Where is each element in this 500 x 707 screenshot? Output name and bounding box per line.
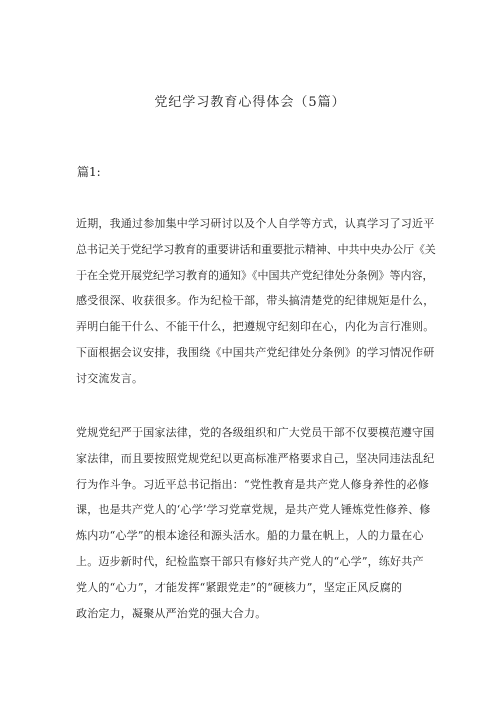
paragraph-line: 行为作斗争。习近平总书记指出：“党性教育是共产党人修身养性的必修	[76, 477, 430, 491]
paragraph-line: 炼内功“心学”的根本途径和源头活水。船的力量在帆上，人的力量在心	[76, 529, 424, 543]
section-heading: 篇1:	[77, 165, 101, 179]
paragraph-line: 家法律，而且要按照党规党纪以更高标准严格要求自己，坚决同违法乱纪	[76, 451, 435, 465]
paragraph-line: 党规党纪严于国家法律，党的各级组织和广大党员干部不仅要模范遵守国	[76, 426, 435, 439]
document-title: 党纪学习教育心得体会（5篇）	[154, 95, 346, 110]
paragraph-line: 感受很深、收获很多。作为纪检干部，带头搞清楚党的纪律规矩是什么，	[76, 294, 435, 308]
paragraph-2	[76, 420, 436, 626]
paragraph-1	[76, 211, 436, 392]
paragraph-line: 总书记关于党纪学习教育的重要讲话和重要批示精神、中共中央办公厅《关	[76, 242, 436, 256]
paragraph-line: 上。迈步新时代，纪检监察干部只有修好共产党人的“心学”，练好共产	[76, 554, 424, 568]
paragraph-line: 下面根据会议安排，我围绕《中国共产党纪律处分条例》的学习情况作研	[76, 345, 435, 359]
paragraph-line: 于在全党开展党纪学习教育的通知》《中国共产党纪律处分条例》等内容，	[76, 268, 434, 282]
paragraph-line: 讨交流发言。	[76, 371, 144, 385]
paragraph-line: 近期，我通过参加集中学习研讨以及个人自学等方式，认真学习了习近平	[76, 217, 435, 230]
paragraph-line: 弄明白能干什么、不能干什么，把遵规守纪刻印在心，内化为言行准则。	[76, 320, 435, 334]
paragraph-line: 党人的“心力”，才能发挥“紧跟党走”的“硬核力”，坚定正风反腐的	[76, 580, 403, 594]
paragraph-line: 课，也是共产党人的‘心学’学习党章党规，是共产党人锤炼党性修养、修	[76, 503, 431, 517]
paragraph-line: 政治定力，凝聚从严治党的强大合力。	[76, 606, 267, 620]
